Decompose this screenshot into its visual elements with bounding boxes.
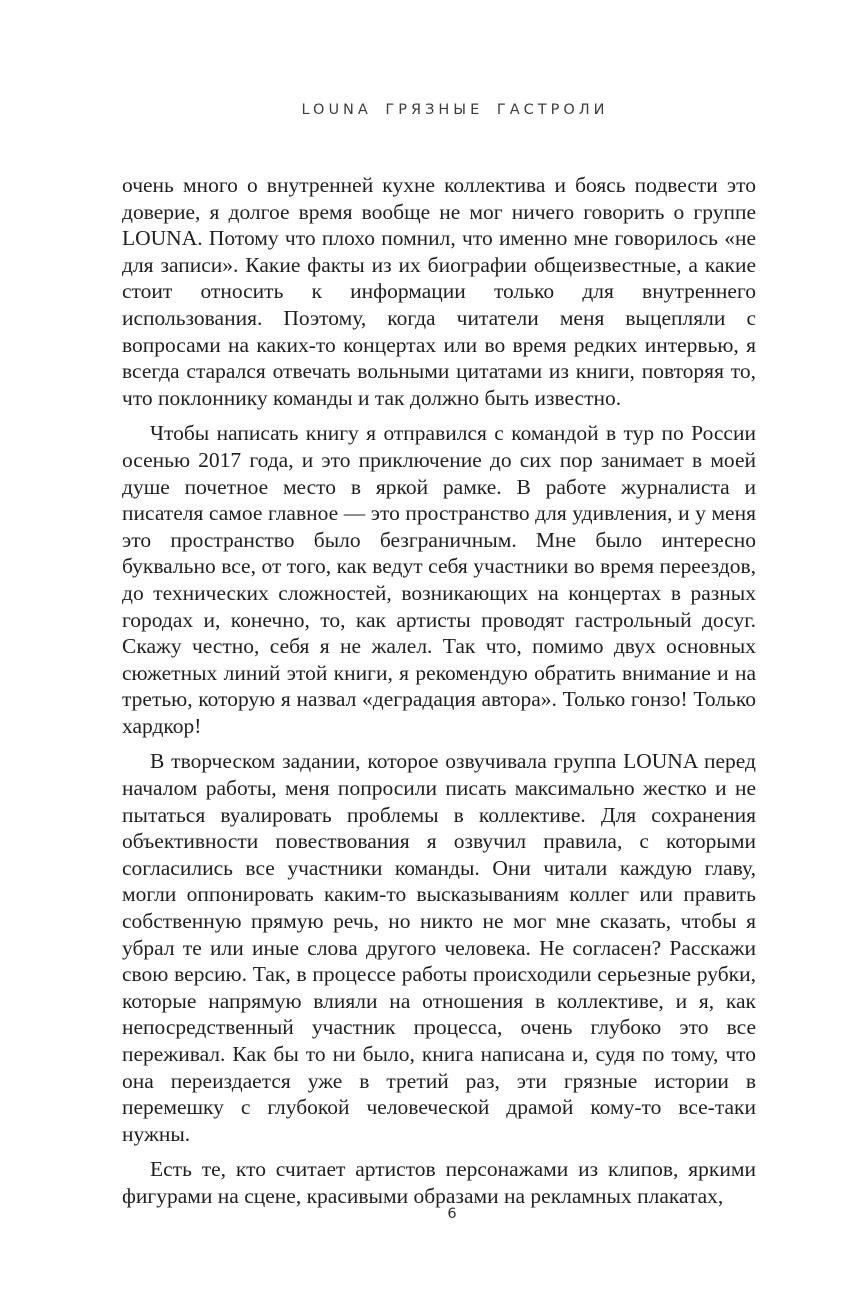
- paragraph: очень много о внутренней кухне коллектива и боясь подвести это доверие, я долгое время вообще не мог ничего говорить о группе LOUNA. Потому что плохо помнил, что именно мне говорилось «не для записи». Какие факты из их биографии общеизвестные, а какие стоит относить к информации только для внутреннего использования. Поэтому, когда читатели меня выцепляли с вопросами на каких-то концертах или во время редких интервью, я всегда старался отвечать вольными цитатами из книги, повторяя то, что поклоннику команды и так должно быть известно.: [122, 173, 756, 410]
- paragraph: Чтобы написать книгу я отправился с командой в тур по России осенью 2017 года, и это приключение до сих пор занимает в моей душе почетное место в яркой рамке. В работе журналиста и писателя самое главное — это пространство для удивления, и у меня это пространство было безграничным. Мне было интересно буквально все, от того, как ведут себя участники во время переездов, до технических сложностей, возникающих на концертах в разных городах и, конечно, то, как артисты проводят гастрольный досуг. Скажу честно, себя я не жалел. Так что, помимо двух основных сюжетных линий этой книги, я рекомендую обратить внимание и на третью, которую я назвал «деградация автора». Только гонзо! Только хардкор!: [122, 421, 756, 738]
- running-header: LOUNA ГРЯЗНЫЕ ГАСТРОЛИ: [301, 102, 609, 118]
- page-body: [122, 172, 756, 1219]
- paragraph: Есть те, кто считает артистов персонажами из клипов, яркими фигурами на сцене, красивыми образами на рекламных плакатах,: [122, 1157, 756, 1208]
- paragraph: В творческом задании, которое озвучивала группа LOUNA перед началом работы, меня попросили писать максимально жестко и не пытаться вуалировать проблемы в коллективе. Для сохранения объективности повествования я озвучил правила, с которыми согласились все участники команды. Они читали каждую главу, могли оппонировать каким-то высказываниям коллег или править собственную прямую речь, но никто не мог мне сказать, чтобы я убрал те или иные слова другого человека. Не согласен? Расскажи свою версию. Так, в процессе работы происходили серьезные рубки, которые напрямую влияли на отношения в коллективе, и я, как непосредственный участник процесса, очень глубоко это все переживал. Как бы то ни было, книга написана и, судя по тому, что она переиздается уже в третий раз, эти грязные истории в перемешку с глубокой человеческой драмой кому-то все-таки нужны.: [122, 749, 756, 1146]
- page-number: 6: [447, 1206, 457, 1222]
